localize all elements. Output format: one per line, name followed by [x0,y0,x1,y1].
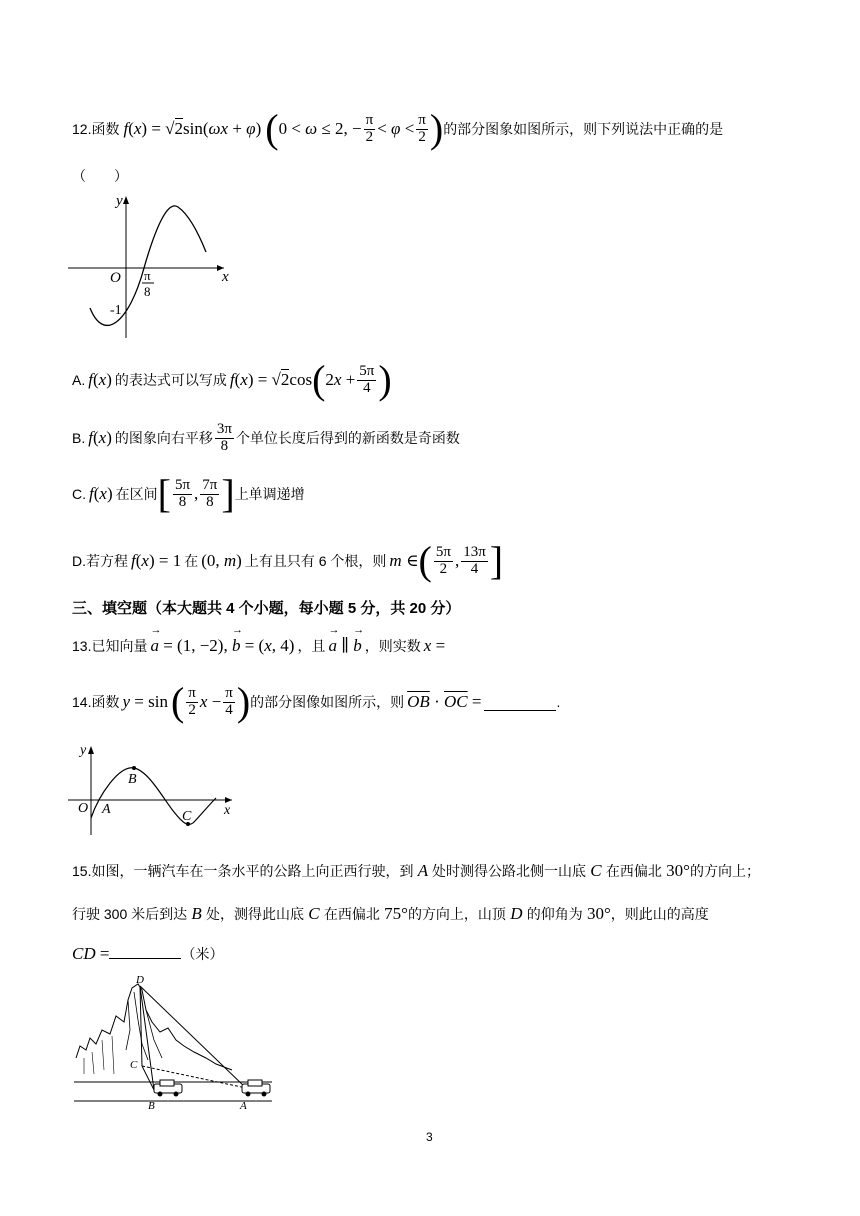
q12-tick-den: 8 [144,284,151,299]
q15-answer-blank [109,942,181,959]
line-db [140,986,154,1090]
q13-text2: ，且 [297,638,326,654]
fig-label-d: D [136,974,144,986]
q15-text2d: 的方向上，山顶 [407,906,506,922]
q12-y-label: y [116,193,123,209]
q12-number: 12. [72,121,92,137]
section-3-heading: 三、填空题（本大题共 4 个小题，每小题 5 分，共 20 分） [72,600,461,617]
fig-label-b: B [148,1100,155,1110]
q15-text2c: 在西偏北 [323,906,380,922]
option-c-label: C. [72,486,86,502]
q14-origin-label: O [78,801,89,816]
q14-x-label: x [224,803,231,818]
q15-line2: 行驶 300 米后到达 B 处，测得此山底 C 在西偏北 75°的方向上，山顶 D 的仰角为 30°，则此山的高度 [72,904,709,923]
option-b-text: 的图象向右平移 [114,430,213,446]
q13-number: 13. [72,638,92,654]
q14-graph [64,740,244,840]
option-a-label: A. [72,372,86,388]
q12-curve [90,206,206,326]
fig-label-a: A [240,1100,247,1110]
q15-text2f: ，则此山的高度 [610,906,709,922]
q14-answer-blank [484,694,556,711]
q12-option-d: D. 若方程 f(x) = 1 在 (0, m) 上有且只有 6 个根，则 m ∈ ( $\frac{5\pi}{2}$ , $\frac{13\pi}{4}$ ] [72,538,504,583]
option-c-text: 在区间 [115,486,158,502]
q15-unit: （米） [181,946,224,962]
q14-b-label: B [128,772,137,787]
q12-tick-num: π [144,268,151,283]
q15-text1c: 在西偏北 [605,863,662,879]
q14-number: 14. [72,694,92,710]
q14-text2: 的部分图像如图所示，则 [250,694,405,710]
q12-y-tick: -1 [110,303,122,318]
q12-graph [64,188,254,348]
q15-text2e: 的仰角为 [526,906,583,922]
q12-option-b: B. f(x) 的图象向右平移 $\frac{3\pi}{8}$ 个单位长度后得到的新函数是奇函数 [72,420,460,454]
q13-text1: 已知向量 [91,638,148,654]
q14-text1: 函数 [91,694,120,710]
mountain-outline [76,984,232,1070]
q13: 13. 已知向量 → a = (1, −2), → b = (x, 4) ，且 → a ∥ → b ，则实数 x = [72,632,445,660]
q15-figure [72,970,282,1110]
option-c-tail: 上单调递增 [234,486,305,502]
q14: 14. 函数 y = sin ( $\frac{\pi}{2}$ x − $\frac{\pi}{4}$ ) 的部分图像如图所示，则 $\overline{OB} \cdot \overline{OC}$ = . [72,679,561,724]
q13-text3: ，则实数 [364,638,421,654]
option-b-tail: 个单位长度后得到的新函数是奇函数 [235,430,460,446]
q12-option-a: A. f(x) 的表达式可以写成 f(x) = √2cos ( 2x + $\frac{5\pi}{4}$ ) [72,357,392,402]
option-d-label: D. [72,553,86,569]
option-d-text3: 上有且只有 6 个根，则 [244,553,387,569]
q12-stem: 12. 函数 f(x) = √2sin(ωx + φ) ( 0 < ω ≤ 2, − $\frac{\pi}{2}$ < φ < $\frac{\pi}{2}$ ) 的部分图象如图所示，则下列说法中正确的是 [72,106,724,151]
q14-c-label: C [182,809,192,824]
q14-a-label: A [102,802,111,817]
q15-text1d: 的方向上； [689,863,760,879]
q15-number: 15. [72,863,92,879]
q15-text1: 如图，一辆汽车在一条水平的公路上向正西行驶，到 [91,863,414,879]
q12-formula: f(x) = √2sin(ωx + φ) [123,119,262,138]
option-d-text2: 在 [184,553,199,569]
line-da [140,986,246,1088]
q15-line3: CD = （米） [72,944,224,963]
q12-option-c: C. f(x) 在区间 [ $\frac{5\pi}{8}$ , $\frac{7\pi}{8}$ ] 上单调递增 [72,471,305,516]
page-number: 3 [426,1130,433,1144]
q12-answer-bracket: （ ） [72,168,128,184]
q12-origin-label: O [110,270,121,286]
q14-y-label: y [80,743,87,758]
option-d-text: 若方程 [86,553,128,569]
q15-text2: 行驶 300 米后到达 [72,906,188,922]
q12-x-label: x [222,269,229,285]
q15-text1b: 处时测得公路北侧一山底 [432,863,587,879]
q12-stem-prefix: 函数 [91,121,120,137]
q14-point-b [132,766,136,770]
q12-stem-suffix: 的部分图象如图所示，则下列说法中正确的是 [443,121,724,137]
q15-line1: 15.如图，一辆汽车在一条水平的公路上向正西行驶，到 A 处时测得公路北侧一山底 C 在西偏北 30°的方向上； [72,861,760,880]
fig-label-c: C [130,1059,138,1071]
option-b-label: B. [72,430,86,446]
q15-text2b: 处，测得此山底 [206,906,305,922]
option-a-text: 的表达式可以写成 [114,372,227,388]
